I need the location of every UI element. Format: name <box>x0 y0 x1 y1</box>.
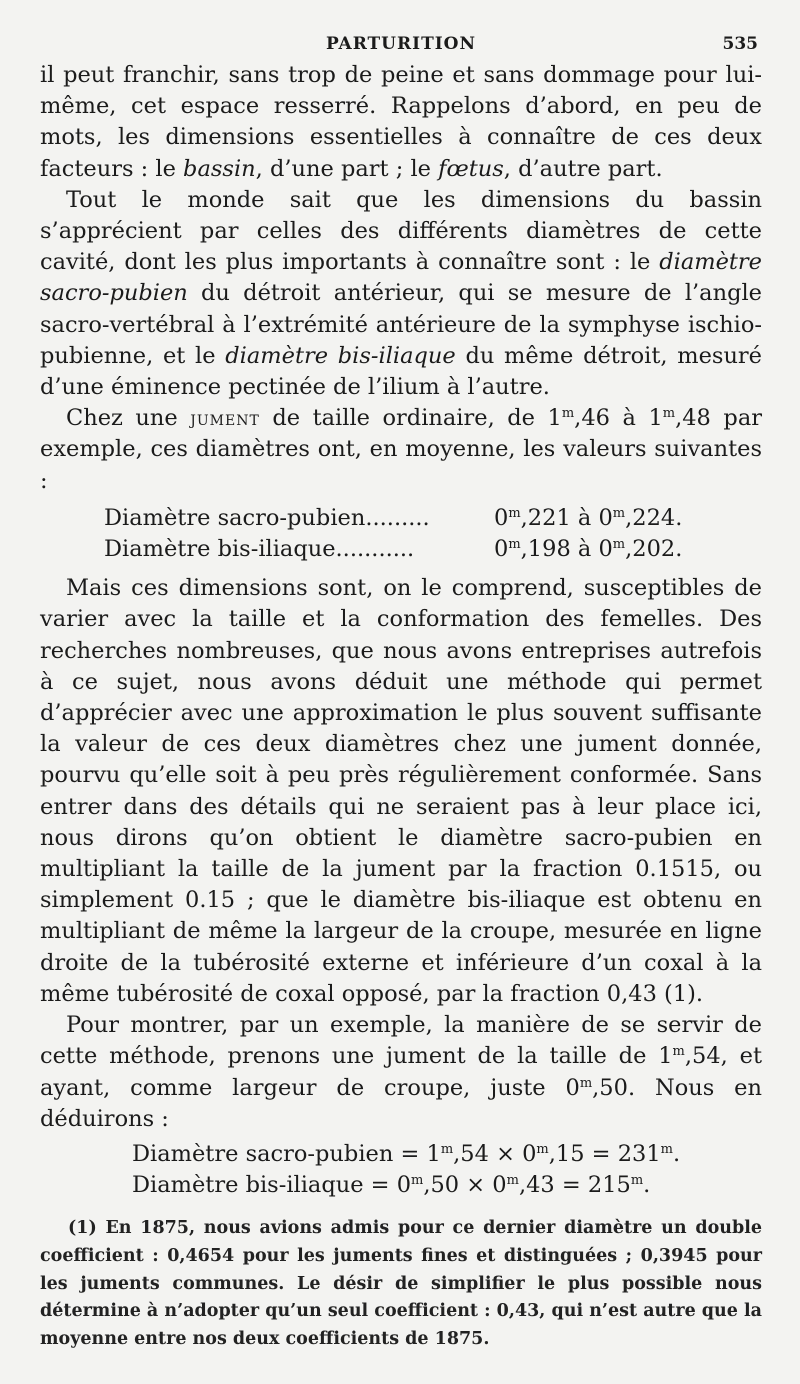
small-caps-term: jument <box>190 406 260 431</box>
text: Pour montrer, par un exemple, la manière de se servir de cette méthode, prenons une jument de la taille de 1 <box>40 1012 762 1070</box>
calculation-list <box>132 1139 762 1201</box>
calculation-row <box>132 1139 762 1170</box>
unit-superscript: m <box>612 505 626 521</box>
measure-row <box>104 503 762 534</box>
text: du détroit antérieur, qui se mesure de l’angle sacro-vertébral à l’extrémité antérieure de la symphyse ischio-pubienne, et le <box>40 280 762 369</box>
text: ,202. <box>625 536 683 563</box>
calc-label: Diamètre bis-iliaque <box>132 1172 364 1199</box>
italic-term: bassin <box>183 155 256 182</box>
italic-term: diamètre bis-iliaque <box>225 342 456 369</box>
unit-superscript: m <box>660 1141 673 1157</box>
running-title: PARTURITION <box>325 34 477 54</box>
paragraph-3 <box>40 403 762 497</box>
text: ,54 × 0 <box>453 1140 537 1167</box>
text: ,50. Nous en déduirons : <box>40 1074 762 1132</box>
text: de taille ordinaire, de 1 <box>259 405 562 432</box>
calc-label: Diamètre sacro-pubien <box>132 1140 394 1167</box>
page-number: 535 <box>722 34 758 54</box>
unit-superscript: m <box>630 1173 644 1189</box>
italic-term: diamètre sacro-pubien <box>40 249 762 307</box>
text: 0 <box>494 536 509 563</box>
unit-superscript: m <box>536 1141 549 1157</box>
text: ,43 = 215 <box>518 1172 631 1199</box>
text: = 0 <box>363 1172 412 1199</box>
measure-label: Diamètre sacro-pubien......... <box>104 504 430 531</box>
italic-term: fœtus <box>438 155 504 182</box>
measure-row <box>104 534 762 565</box>
text: , d’autre part. <box>503 155 663 182</box>
footnote <box>40 1215 762 1353</box>
text: ,221 à 0 <box>520 504 613 531</box>
paragraph-1 <box>40 60 762 185</box>
text: ,15 = 231 <box>548 1140 661 1167</box>
measure-list <box>104 503 762 565</box>
text: ,46 à 1 <box>574 405 663 432</box>
unit-superscript: m <box>508 505 521 521</box>
calculation-row <box>132 1170 762 1201</box>
text: du même détroit, mesuré d’une éminence pectinée de l’ilium à l’autre. <box>40 342 762 401</box>
text: . <box>643 1172 651 1199</box>
text: ,198 à 0 <box>520 536 613 563</box>
book-page <box>40 30 762 1353</box>
unit-superscript: m <box>672 1044 685 1060</box>
unit-superscript: m <box>612 537 626 553</box>
paragraph-4: Mais ces dimensions sont, on le comprend, susceptibles de varier avec la taille et la conformation des femelles. Des recherches nombreuses, que nous avons entreprises autrefois à ce sujet, nous avons déduit une méthode qui permet d’apprécier avec une approximation le plus souvent suffisante la valeur de ces deux diamètres chez une jument donnée, pourvu qu’elle soit à peu près régulièrement conformée. Sans entrer dans des détails qui ne seraient pas à leur place ici, nous dirons qu’on obtient le diamètre sacro-pubien en multipliant la taille de la jument par la fraction 0.1515, ou simplement 0.15 ; que le diamètre bis-iliaque est obtenu en multipliant de même la largeur de la croupe, mesurée en ligne droite de la tubérosité externe et inférieure d’un coxal à la même tubérosité de coxal opposé, par la fraction 0,43 (1). <box>40 575 762 1007</box>
unit-superscript: m <box>662 406 676 422</box>
paragraph-5 <box>40 1010 762 1135</box>
text: ,50 × 0 <box>423 1172 507 1199</box>
text: ,224. <box>625 504 683 531</box>
text: il peut franchir, sans trop de peine et sans dommage pour lui-même, cet espace resserré. Rappelons d’abord, en peu de mots, les dimensions essentielles à connaître de ces deux facteurs : le <box>40 62 762 182</box>
text: Chez une <box>66 405 191 432</box>
text: , d’une part ; le <box>255 155 439 182</box>
text: ,48 par exemple, ces diamètres ont, en moyenne, les valeurs suivantes : <box>40 405 762 494</box>
page-header <box>40 30 762 60</box>
unit-superscript: m <box>506 1173 519 1189</box>
text: 0 <box>494 504 509 531</box>
text: Tout le monde sait que les dimensions du bassin s’apprécient par celles des différents diamètres de cette cavité, dont les plus importants à connaître sont : le <box>40 186 762 276</box>
text: ,54, et ayant, comme largeur de croupe, juste 0 <box>40 1043 762 1101</box>
paragraph-2 <box>40 185 762 403</box>
unit-superscript: m <box>579 1075 593 1091</box>
measure-label: Diamètre bis-iliaque........... <box>104 536 415 563</box>
unit-superscript: m <box>411 1173 424 1189</box>
text: . <box>672 1140 681 1167</box>
text: = 1 <box>393 1140 441 1167</box>
unit-superscript: m <box>508 537 521 553</box>
unit-superscript: m <box>440 1141 454 1157</box>
footnote-text: (1) En 1875, nous avions admis pour ce dernier diamètre un double coefficient : 0,4654 pour les juments fines et distinguées ; 0,3945 pour les juments communes. Le désir de simplifier le plus possible nous détermine à n’adopter qu’un seul coefficient : 0,43, qui n’est autre que la moyenne entre nos deux coefficients de 1875. <box>40 1218 762 1349</box>
page-body <box>40 60 762 1201</box>
unit-superscript: m <box>561 406 575 422</box>
